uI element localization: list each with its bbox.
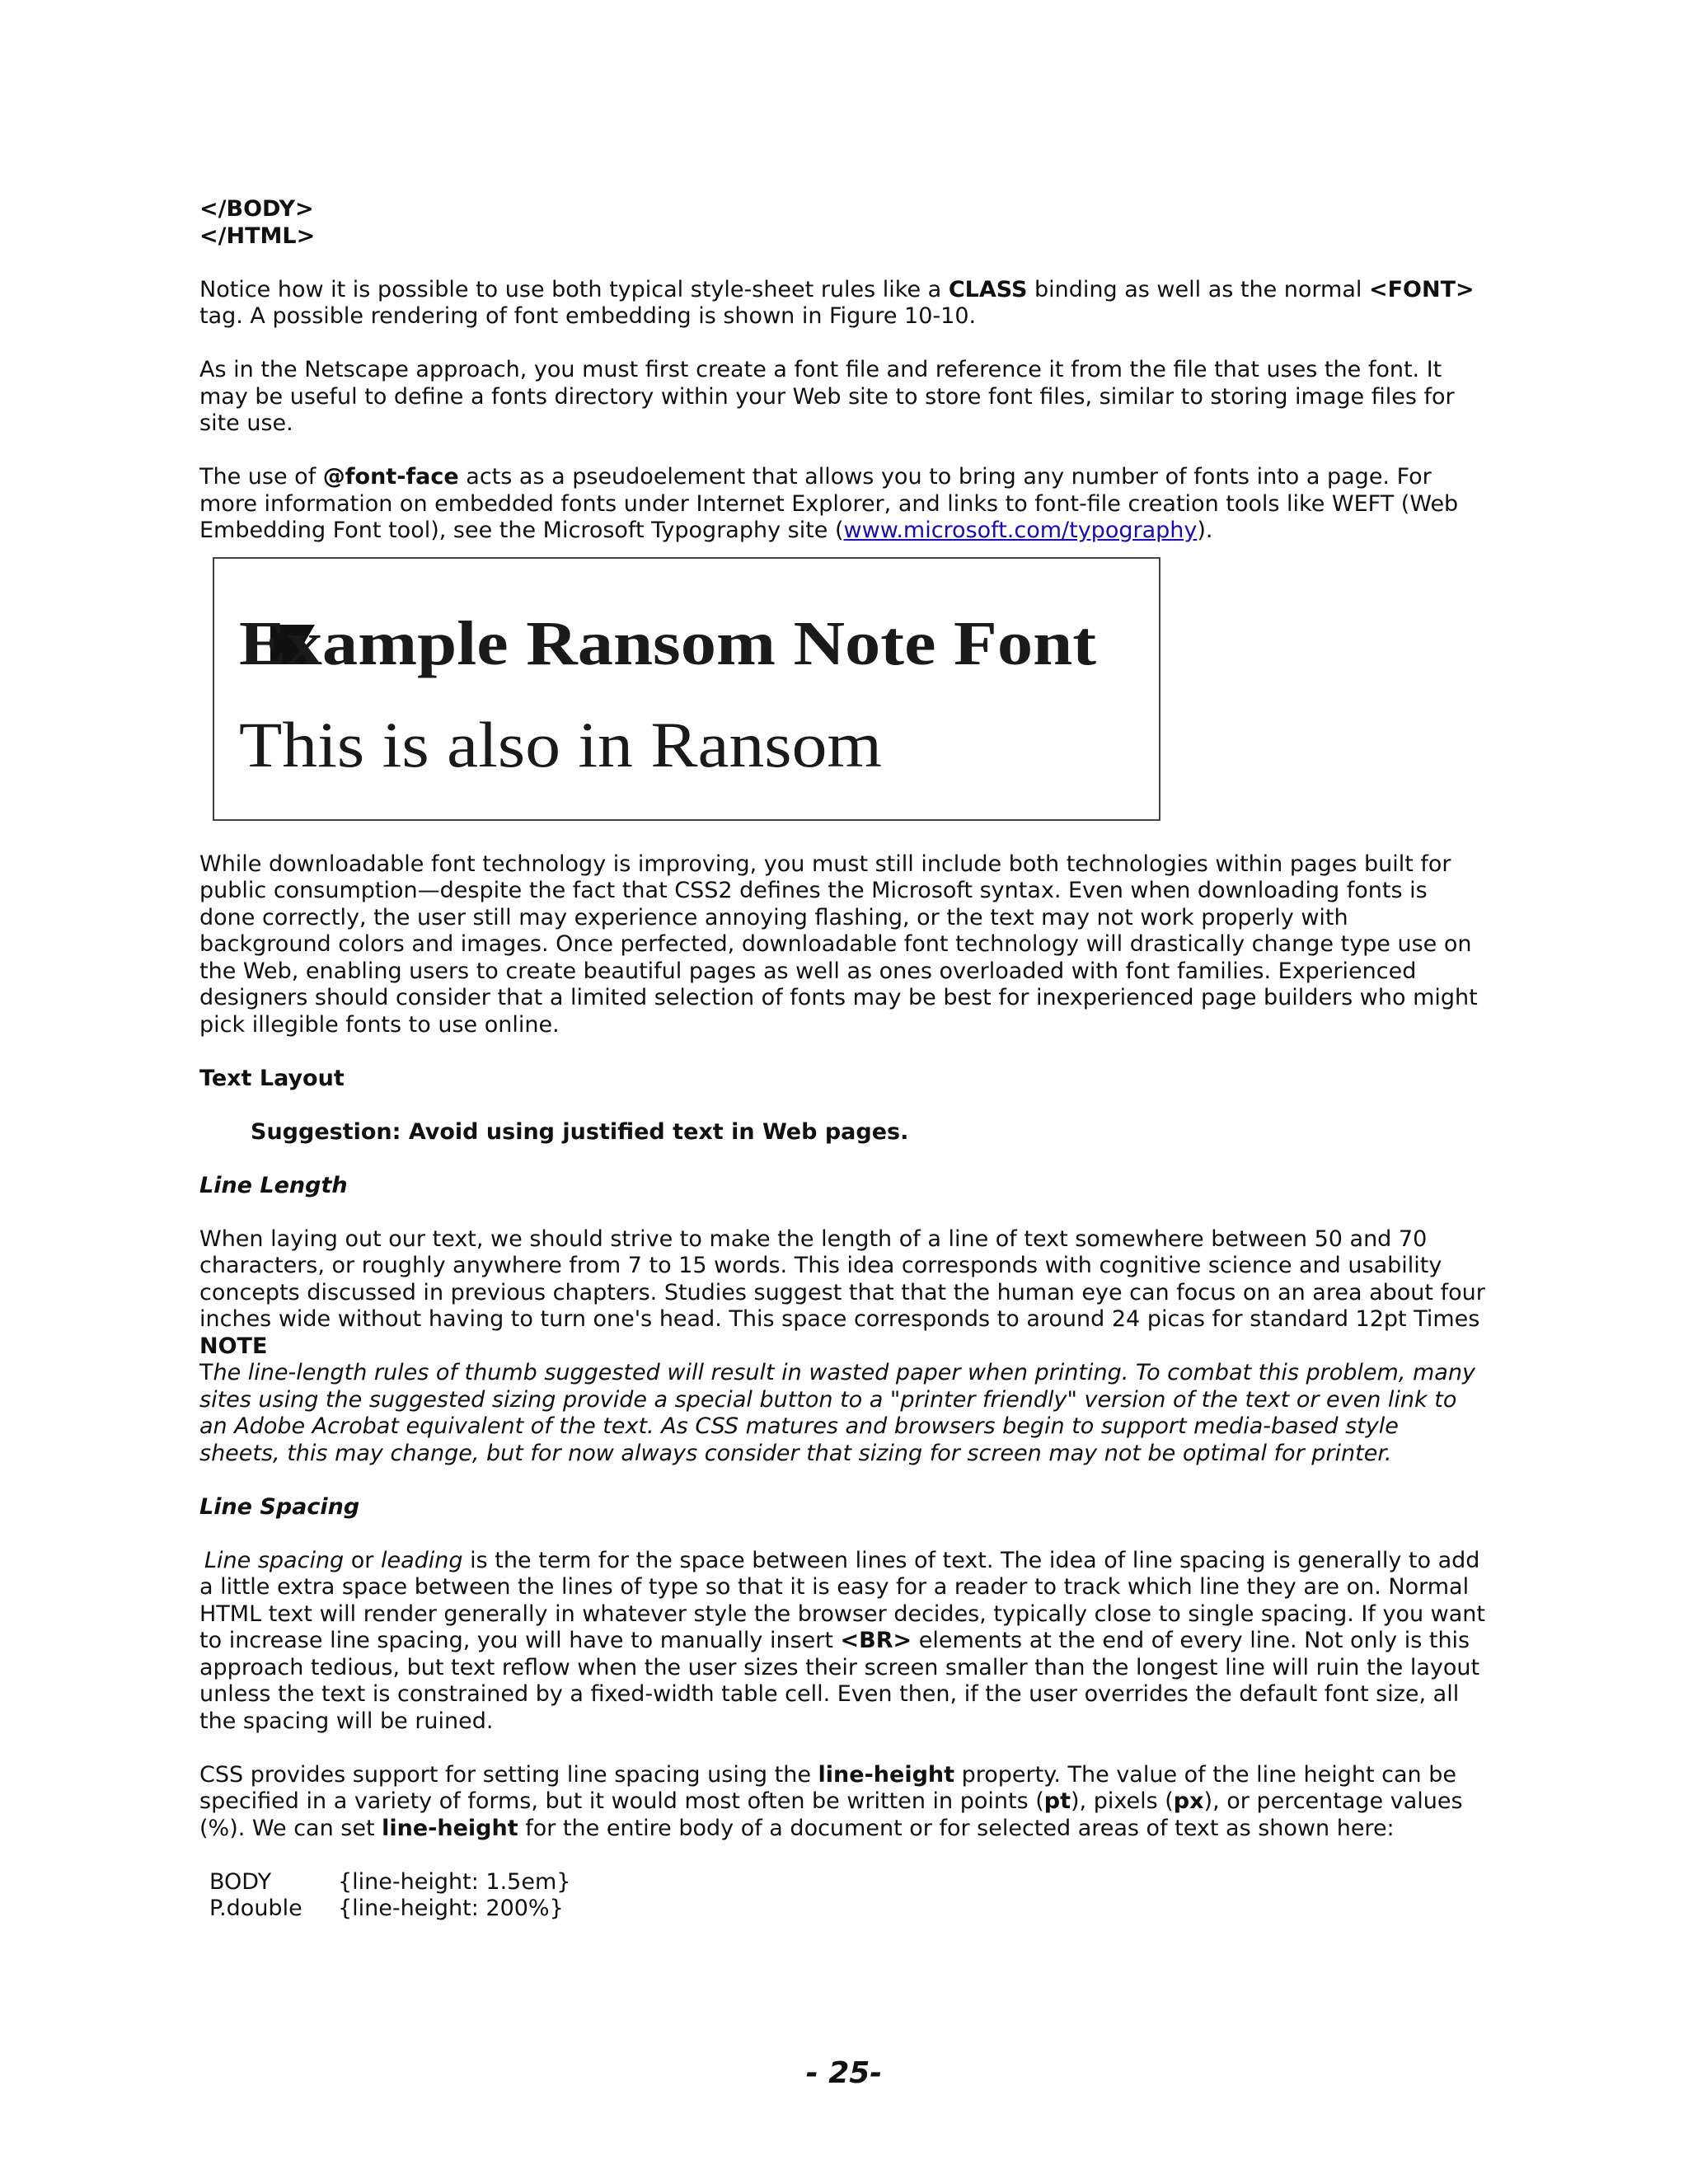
code-selector: P.double (209, 1896, 302, 1921)
figure-line-2: This is also in Ransom (239, 709, 882, 780)
paragraph: Notice how it is possible to use both typical style-sheet rules like a CLASS binding as well as the normal <FONT> tag. A possible rendering of font embedding is shown in Figure 10-10. (199, 276, 1475, 329)
paragraph: When laying out our text, we should strive to make the length of a line of text somewhere between 50 and 70 characters, or roughly anywhere from 7 to 15 words. This idea corresponds with cognitive science and usability concepts discussed in previous chapters. Studies suggest that that the human eye can focus on an area about four inches wide without having to turn one's head. This space corresponds to around 24 picas for standard 12pt Times (199, 1226, 1485, 1332)
note-text: The line-length rules of thumb suggested will result in wasted paper when printing. To combat this problem, many sites using the suggested sizing provide a special button to a "printer friendly" version of the text or even link to an Adobe Acrobat equivalent of the text. As CSS matures and browsers begin to support media-based style sheets, this may change, but for now always consider that sizing for screen may not be optimal for printer. (199, 1360, 1475, 1466)
paragraph: While downloadable font technology is improving, you must still include both technologies within pages built for public consumption—despite the fact that CSS2 defines the Microsoft syntax. Even when downloading fonts is done correctly, the user still may experience annoying flashing, or the text may not work properly with background colors and images. Once perfected, downloadable font technology will drastically change type use on the Web, enabling users to create beautiful pages as well as ones overloaded with font families. Experienced designers should consider that a limited selection of fonts may be best for inexperienced page builders who might pick illegible fonts to use online. (199, 851, 1478, 1038)
code-rule: {line-height: 1.5em} (338, 1868, 571, 1895)
ransom-font-figure (213, 557, 1160, 821)
paragraph: As in the Netscape approach, you must first create a font file and reference it from the file that uses the font. It may be useful to define a fonts directory within your Web site to store font files, similar to storing image files for site use. (199, 357, 1455, 436)
code-line: </HTML> (199, 223, 316, 249)
paragraph: The use of @font-face acts as a pseudoelement that allows you to bring any number of fonts into a page. For more information on embedded fonts under Internet Explorer, and links to font-file creation tools like WEFT (Web Embedding Font tool), see the Microsoft Typography site (www.microsoft.com/typography). (199, 464, 1459, 543)
paragraph: Line spacing or leading is the term for the space between lines of text. The idea of line spacing is generally to add a little extra space between the lines of type so that it is easy for a reader to track which line they are on. Normal HTML text will render generally in whatever style the browser decides, typically close to single spacing. If you want to increase line spacing, you will have to manually insert <BR> elements at the end of every line. Not only is this approach tedious, but text reflow when the user sizes their screen smaller than the longest line will ruin the layout unless the text is constrained by a fixed-width table cell. Even then, if the user overrides the default font size, all the spacing will be ruined. (199, 1547, 1485, 1734)
figure-line-1: Example Ransom Note Font (239, 609, 1096, 678)
ransom-font-image (214, 559, 1159, 819)
note-label: NOTE (199, 1333, 268, 1359)
code-rule: {line-height: 200%} (338, 1896, 564, 1921)
subsection-heading: Line Length (199, 1172, 348, 1198)
code-row (209, 1869, 570, 1896)
code-selector: BODY (209, 1868, 272, 1895)
page-content (199, 196, 1485, 1923)
subsection-heading: Line Spacing (199, 1493, 360, 1520)
suggestion: Suggestion: Avoid using justified text in Web pages. (251, 1118, 909, 1145)
typography-link[interactable]: www.microsoft.com/typography (843, 518, 1198, 543)
paragraph: CSS provides support for setting line spacing using the line-height property. The value of the line height can be specified in a variety of forms, but it would most often be written in points (pt), pixels (px), or percentage values (%). We can set line-height for the entire body of a document or for selected areas of text as shown here: (199, 1761, 1463, 1841)
code-line: </BODY> (199, 196, 314, 222)
code-example (209, 1869, 570, 1923)
page-number: - 25- (805, 2056, 883, 2090)
code-row (209, 1896, 570, 1923)
section-heading: Text Layout (199, 1065, 345, 1091)
